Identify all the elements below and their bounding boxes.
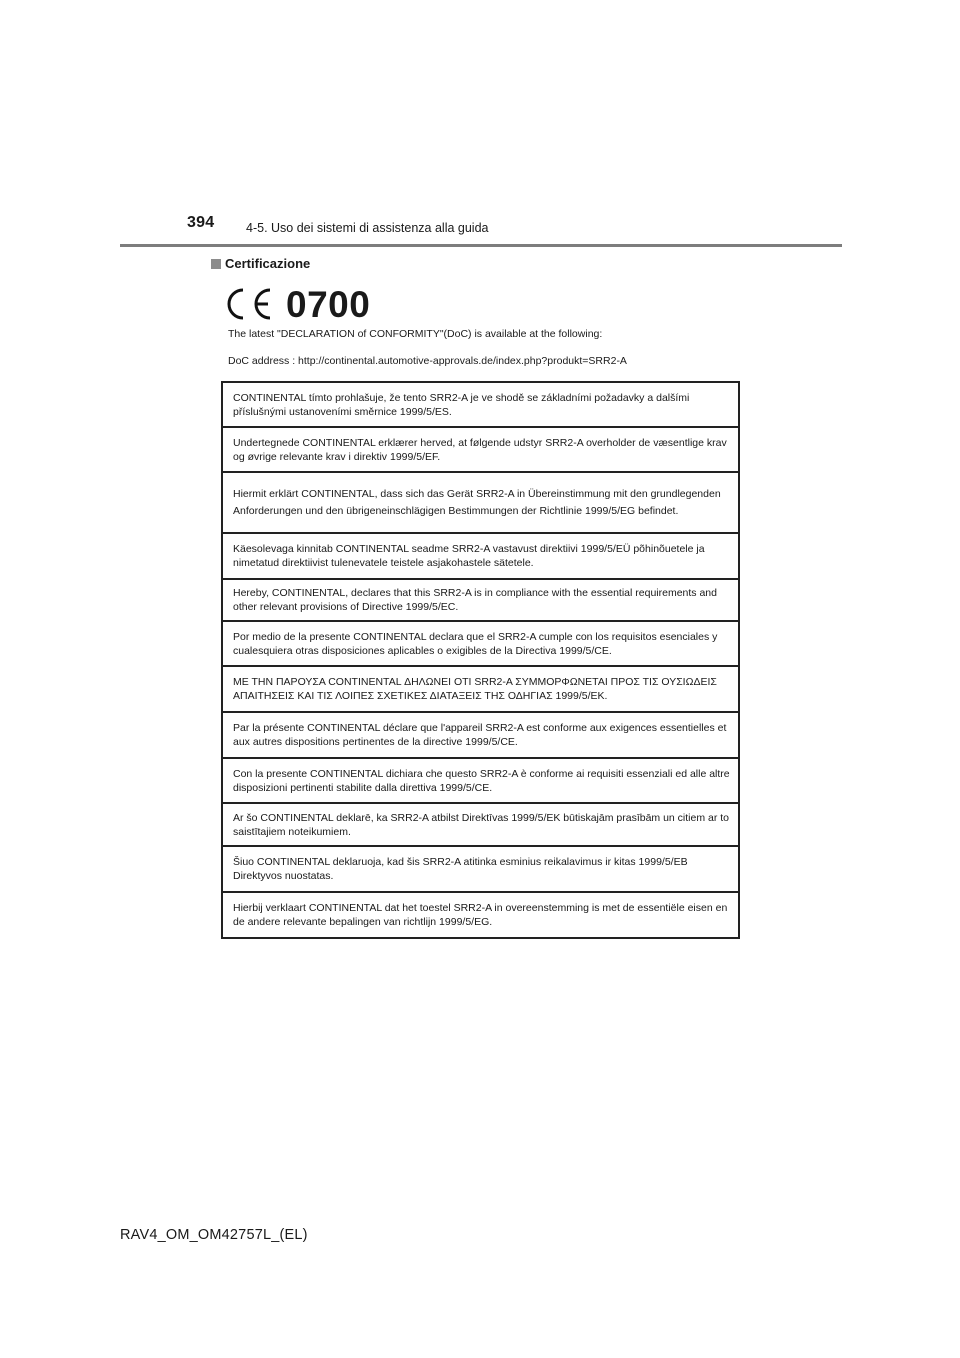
subheading xyxy=(211,256,310,271)
declarations-table xyxy=(221,381,740,939)
declaration-cell: Con la presente CONTINENTAL dichiara che questo SRR2-A è conforme ai requisiti essenziali ed alle altre disposizioni pertinenti stabilite dalla direttiva 1999/5/CE. xyxy=(223,759,738,804)
declaration-cell: Par la présente CONTINENTAL déclare que l'appareil SRR2-A est conforme aux exigences essentielles et aux autres dispositions pertinentes de la directive 1999/5/CE. xyxy=(223,713,738,759)
declaration-cell: Hiermit erklärt CONTINENTAL, dass sich das Gerät SRR2-A in Übereinstimmung mit den grundlegenden Anforderungen und den übrigeneinschlägigen Bestimmungen der Richtlinie 1999/5/EG befindet. xyxy=(223,473,738,534)
declaration-cell: Hierbij verklaart CONTINENTAL dat het toestel SRR2-A in overeenstemming is met de essentiële eisen en de andere relevante bepalingen van richtlijn 1999/5/EG. xyxy=(233,902,728,928)
declaration-cell: Ar šo CONTINENTAL deklarē, ka SRR2-A atbilst Direktīvas 1999/5/EK būtiskajām prasībām un citiem ar to saistītajiem noteikumiem. xyxy=(223,804,738,847)
notified-body-number: 0700 xyxy=(286,283,371,325)
square-bullet-icon xyxy=(211,259,221,269)
ce-mark xyxy=(226,284,370,324)
ce-mark-logo xyxy=(226,287,276,321)
declaration-cell: CONTINENTAL tímto prohlašuje, že tento SRR2-A je ve shodě se základními požadavky a dalšími příslušnými ustanoveními směrnice 1999/5/ES. xyxy=(223,383,738,428)
page-number: 394 xyxy=(187,214,215,231)
subheading-text: Certificazione xyxy=(225,256,311,271)
section-title: 4-5. Uso dei sistemi di assistenza alla guida xyxy=(246,221,489,235)
declaration-cell: Undertegnede CONTINENTAL erklærer herved, at følgende udstyr SRR2-A overholder de væsentlige krav og øvrige relevante krav i direktiv 1999/5/EF. xyxy=(223,428,738,473)
declaration-cell: Por medio de la presente CONTINENTAL declara que el SRR2-A cumple con los requisitos esenciales y cualesquiera otras disposiciones aplicables o exigibles de la Directiva 1999/5/CE. xyxy=(223,622,738,667)
declaration-cell: Käesolevaga kinnitab CONTINENTAL seadme SRR2-A vastavust direktiivi 1999/5/EÜ põhinõuetele ja nimetatud direktiivist tulenevatele teistele asjakohastele sätetele. xyxy=(223,534,738,580)
doc-availability-text: The latest "DECLARATION of CONFORMITY"(DoC) is available at the following: xyxy=(228,328,603,340)
declaration-cell: Šiuo CONTINENTAL deklaruoja, kad šis SRR2-A atitinka esminius reikalavimus ir kitas 1999/5/EB Direktyvos nuostatas. xyxy=(223,847,738,893)
declaration-cell: Hereby, CONTINENTAL, declares that this SRR2-A is in compliance with the essential requirements and other relevant provisions of Directive 1999/5/EC. xyxy=(223,580,738,622)
doc-address-text: DoC address : http://continental.automotive-approvals.de/index.php?produkt=SRR2-A xyxy=(228,355,627,367)
document-code: RAV4_OM_OM42757L_(EL) xyxy=(120,1227,308,1243)
declaration-cell: ΜΕ ΤΗΝ ΠΑΡΟΥΣΑ CONTINENTAL ΔΗΛΩΝΕΙ ΟΤΙ SRR2-A ΣΥΜΜΟΡΦΩΝΕΤΑΙ ΠΡΟΣ ΤΙΣ ΟΥΣΙΩΔΕΙΣ ΑΠΑΙΤΗΣΕΙΣ ΚΑΙ ΤΙΣ ΛΟΙΠΕΣ ΣΧΕΤΙΚΕΣ ΔΙΑΤΑΞΕΙΣ ΤΗΣ ΟΔΗΓΙΑΣ 1999/5/ΕΚ. xyxy=(223,667,738,713)
header-divider xyxy=(120,244,842,247)
